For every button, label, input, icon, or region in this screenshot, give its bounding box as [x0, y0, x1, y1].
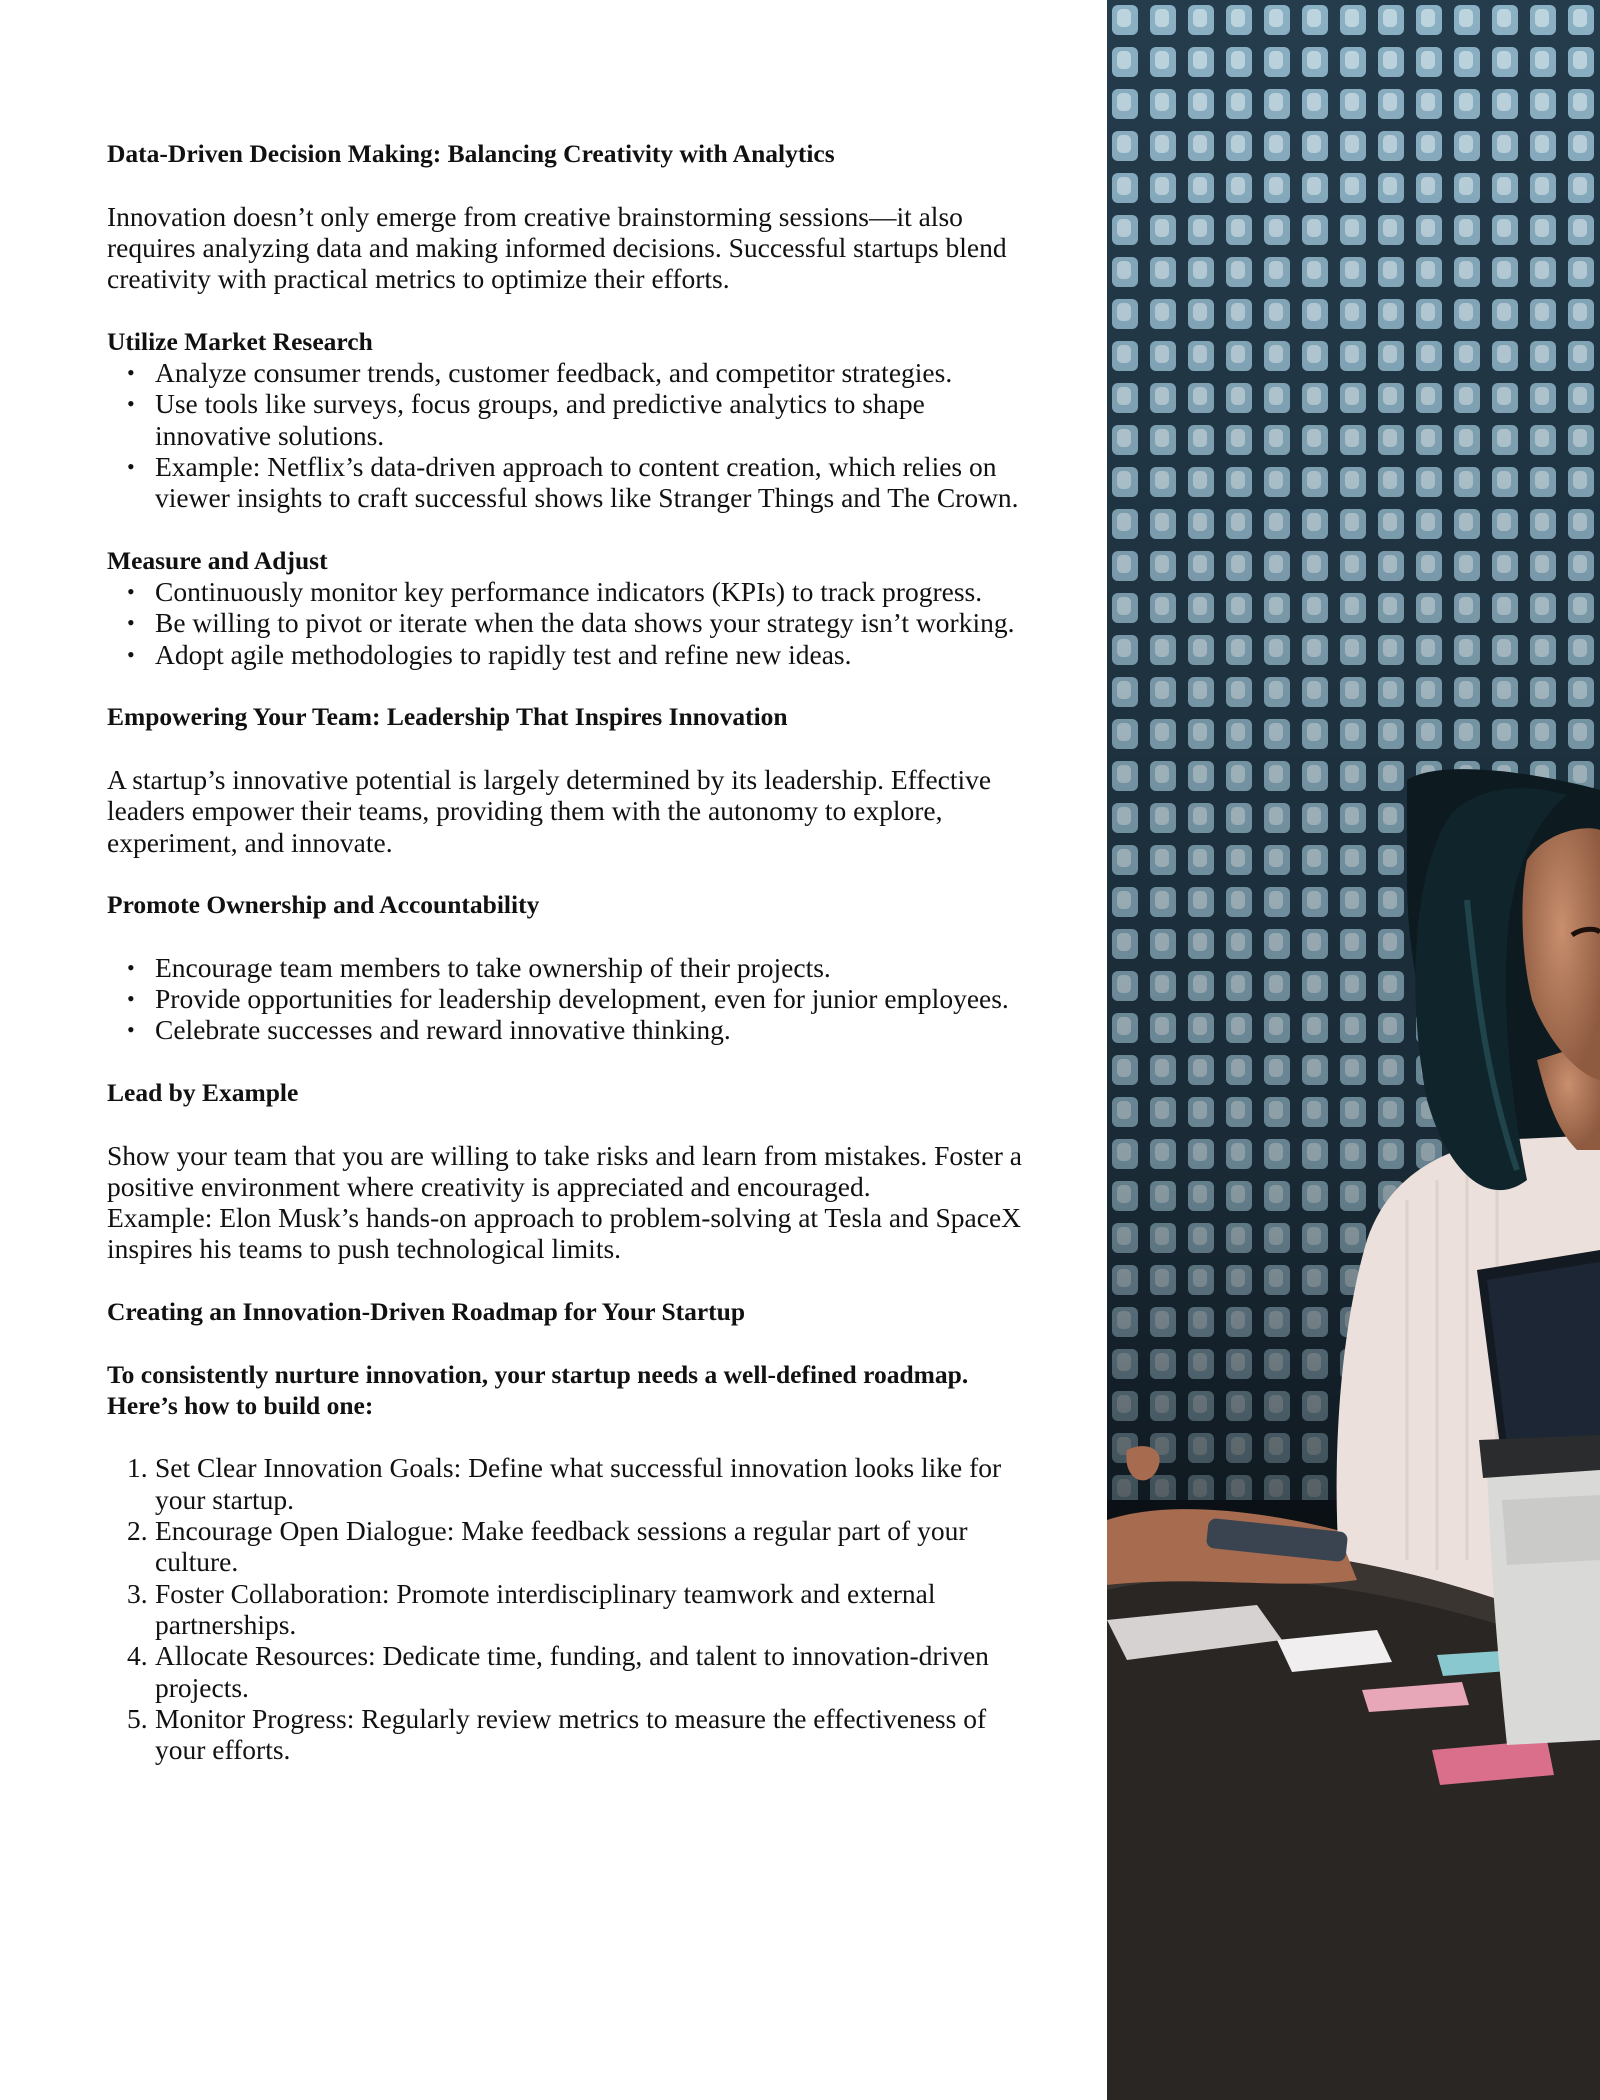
list-item: • Be willing to pivot or iterate when the data shows your strategy isn’t working.: [155, 607, 1037, 638]
list-ownership: [107, 952, 1037, 1046]
list-roadmap-steps: [107, 1452, 1037, 1765]
list-item: [127, 1452, 1037, 1515]
step-text: Monitor Progress: Regularly review metrics to measure the effectiveness of your efforts.: [155, 1702, 987, 1766]
step-number: 3.: [127, 1577, 148, 1609]
list-item: [127, 1577, 1037, 1641]
list-item: [127, 1640, 1037, 1703]
heading-empowering: Empowering Your Team: Leadership That Inspires Innovation: [107, 702, 788, 732]
list-item: • Adopt agile methodologies to rapidly test and refine new ideas.: [155, 639, 1037, 670]
list-market-research: [107, 357, 1037, 513]
subheading-lead-by-example: Lead by Example: [107, 1077, 299, 1107]
heading-data-driven: Data-Driven Decision Making: Balancing Creativity with Analytics: [107, 139, 835, 168]
list-measure-adjust: [107, 576, 1037, 670]
lead-by-example-para-2: Example: Elon Musk’s hands-on approach to problem-solving at Tesla and SpaceX inspires his teams to push technological limits.: [107, 1202, 1022, 1265]
step-number: 1.: [127, 1452, 148, 1484]
list-item: • Example: Netflix’s data-driven approach to content creation, which relies on viewer insights to craft successful shows like Stranger Things and The Crown.: [155, 451, 1037, 514]
intro-data-driven: Innovation doesn’t only emerge from creative brainstorming sessions—it also requires analyzing data and making informed decisions. Successful startups blend creativity with practical metrics to optimize their efforts.: [107, 200, 1007, 295]
list-item: • Encourage team members to take ownership of their projects.: [155, 952, 1037, 983]
step-text: Encourage Open Dialogue: Make feedback sessions a regular part of your culture.: [155, 1515, 968, 1578]
step-text: Foster Collaboration: Promote interdisciplinary teamwork and external partnerships.: [155, 1577, 936, 1640]
list-item: [127, 1515, 1037, 1578]
lead-by-example-para-1: Show your team that you are willing to take risks and learn from mistakes. Foster a positive environment where creativity is appreciated and encouraged.: [107, 1139, 1022, 1202]
article-content: [107, 138, 1037, 1765]
list-item: • Celebrate successes and reward innovative thinking.: [155, 1014, 1037, 1045]
woman-with-laptop-illustration: [1107, 0, 1600, 2100]
step-text: Allocate Resources: Dedicate time, funding, and talent to innovation-driven projects.: [155, 1640, 989, 1703]
list-item: • Use tools like surveys, focus groups, and predictive analytics to shape innovative solutions.: [155, 388, 1037, 451]
side-photo: [1107, 0, 1600, 2100]
intro-empowering: A startup’s innovative potential is largely determined by its leadership. Effective leaders empower their teams, providing them with the autonomy to explore, experiment, and innovate.: [107, 763, 992, 858]
step-text: Set Clear Innovation Goals: Define what successful innovation looks like for your startup.: [155, 1452, 1002, 1515]
subheading-market-research: Utilize Market Research: [107, 326, 373, 356]
intro-roadmap: To consistently nurture innovation, your startup needs a well-defined roadmap. Here’s how to build one:: [107, 1359, 969, 1420]
list-item: • Continuously monitor key performance indicators (KPIs) to track progress.: [155, 576, 1037, 607]
step-number: 4.: [127, 1640, 148, 1672]
list-item: [127, 1702, 1037, 1766]
heading-roadmap: Creating an Innovation-Driven Roadmap for Your Startup: [107, 1296, 746, 1326]
list-item: • Analyze consumer trends, customer feedback, and competitor strategies.: [155, 357, 1037, 388]
subheading-ownership: Promote Ownership and Accountability: [107, 890, 540, 920]
subheading-measure-adjust: Measure and Adjust: [107, 545, 328, 575]
step-number: 2.: [127, 1515, 148, 1547]
list-item: • Provide opportunities for leadership development, even for junior employees.: [155, 983, 1037, 1014]
step-number: 5.: [127, 1702, 148, 1734]
